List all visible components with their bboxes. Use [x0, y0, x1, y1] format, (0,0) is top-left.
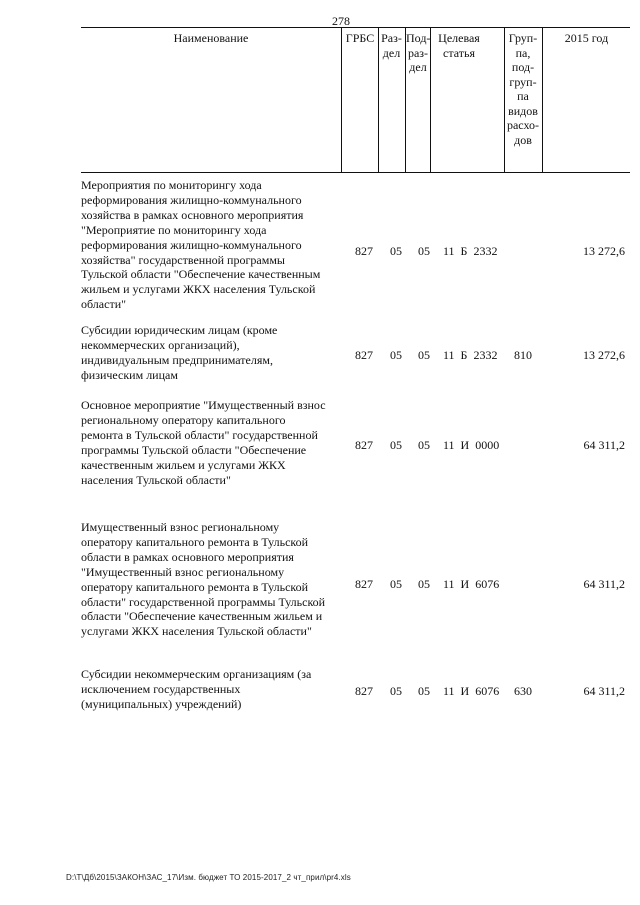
table-row [81, 520, 630, 642]
row-podrazdel: 05 [418, 684, 430, 698]
header-year: 2015 год [564, 31, 609, 45]
table-row [81, 667, 630, 715]
table-row [81, 398, 630, 490]
table-row [81, 178, 630, 313]
row-celevaya: 11 И 6076 [443, 577, 500, 591]
row-grbs: 827 [355, 684, 373, 698]
row-podrazdel: 05 [418, 244, 430, 258]
row-grbs: 827 [355, 577, 373, 591]
row-razdel: 05 [390, 684, 402, 698]
row-grbs: 827 [355, 438, 373, 452]
row-name: Мероприятия по мониторингу хода реформирования жилищно-коммунального хозяйства в рамках основного мероприятия "Мероприятие по мониторингу хода реформирования жилищно-коммунального хозяйства" государственной программы Тульской области "Обеспечение качественным жильем и услугами ЖКХ населения Тульской области" [81, 178, 321, 312]
row-podrazdel: 05 [418, 348, 430, 362]
header-razdel: Раз- дел [381, 31, 402, 60]
page-number: 278 [332, 14, 350, 28]
row-name: Субсидии юридическим лицам (кроме некоммерческих организаций), индивидуальным предпринимателям, физическим лицам [81, 323, 278, 382]
header-podrazdel: Под- раз- дел [406, 31, 431, 74]
row-celevaya: 11 Б 2332 [443, 244, 498, 258]
header-gruppa-vidov-raskhodov: Груп- па, под- груп- па видов расхо- дов [506, 31, 540, 147]
row-grbs: 827 [355, 244, 373, 258]
row-razdel: 05 [390, 577, 402, 591]
row-name: Субсидии некоммерческим организациям (за исключением государственных (муниципальных) учреждений) [81, 667, 312, 711]
row-gruppa: 810 [514, 348, 532, 362]
header-celevaya-statya: Целевая статья [438, 31, 480, 60]
file-path-footer: D:\Т\Дб\2015\ЗАКОН\ЗАС_17\Изм. бюджет ТО 2015-2017_2 чт_прил\pr4.xls [66, 873, 351, 882]
row-sum: 64 311,2 [583, 684, 625, 698]
row-sum: 64 311,2 [583, 438, 625, 452]
row-celevaya: 11 И 0000 [443, 438, 500, 452]
row-sum: 64 311,2 [583, 577, 625, 591]
row-name: Имущественный взнос региональному оператору капитального ремонта в Тульской области в рамках основного мероприятия "Имущественный взнос региональному оператору капитального ремонта в Тульской области" государственной программы Тульской области "Обеспечение качественным жильем и услугами ЖКХ населения Тульской области" [81, 520, 326, 639]
row-sum: 13 272,6 [583, 244, 625, 258]
row-razdel: 05 [390, 244, 402, 258]
row-podrazdel: 05 [418, 577, 430, 591]
header-grbs: ГРБС [345, 31, 375, 45]
row-gruppa: 630 [514, 684, 532, 698]
table-header [81, 27, 630, 173]
row-celevaya: 11 Б 2332 [443, 348, 498, 362]
table-row [81, 323, 630, 385]
row-celevaya: 11 И 6076 [443, 684, 500, 698]
row-razdel: 05 [390, 438, 402, 452]
row-podrazdel: 05 [418, 438, 430, 452]
row-razdel: 05 [390, 348, 402, 362]
row-name: Основное мероприятие "Имущественный взнос региональному оператору капитального ремонта в Тульской области" государственной программы Тульской области "Обеспечение качественным жильем и услугами ЖКХ населения Тульской области" [81, 398, 326, 487]
row-grbs: 827 [355, 348, 373, 362]
row-sum: 13 272,6 [583, 348, 625, 362]
header-name: Наименование [173, 31, 249, 45]
